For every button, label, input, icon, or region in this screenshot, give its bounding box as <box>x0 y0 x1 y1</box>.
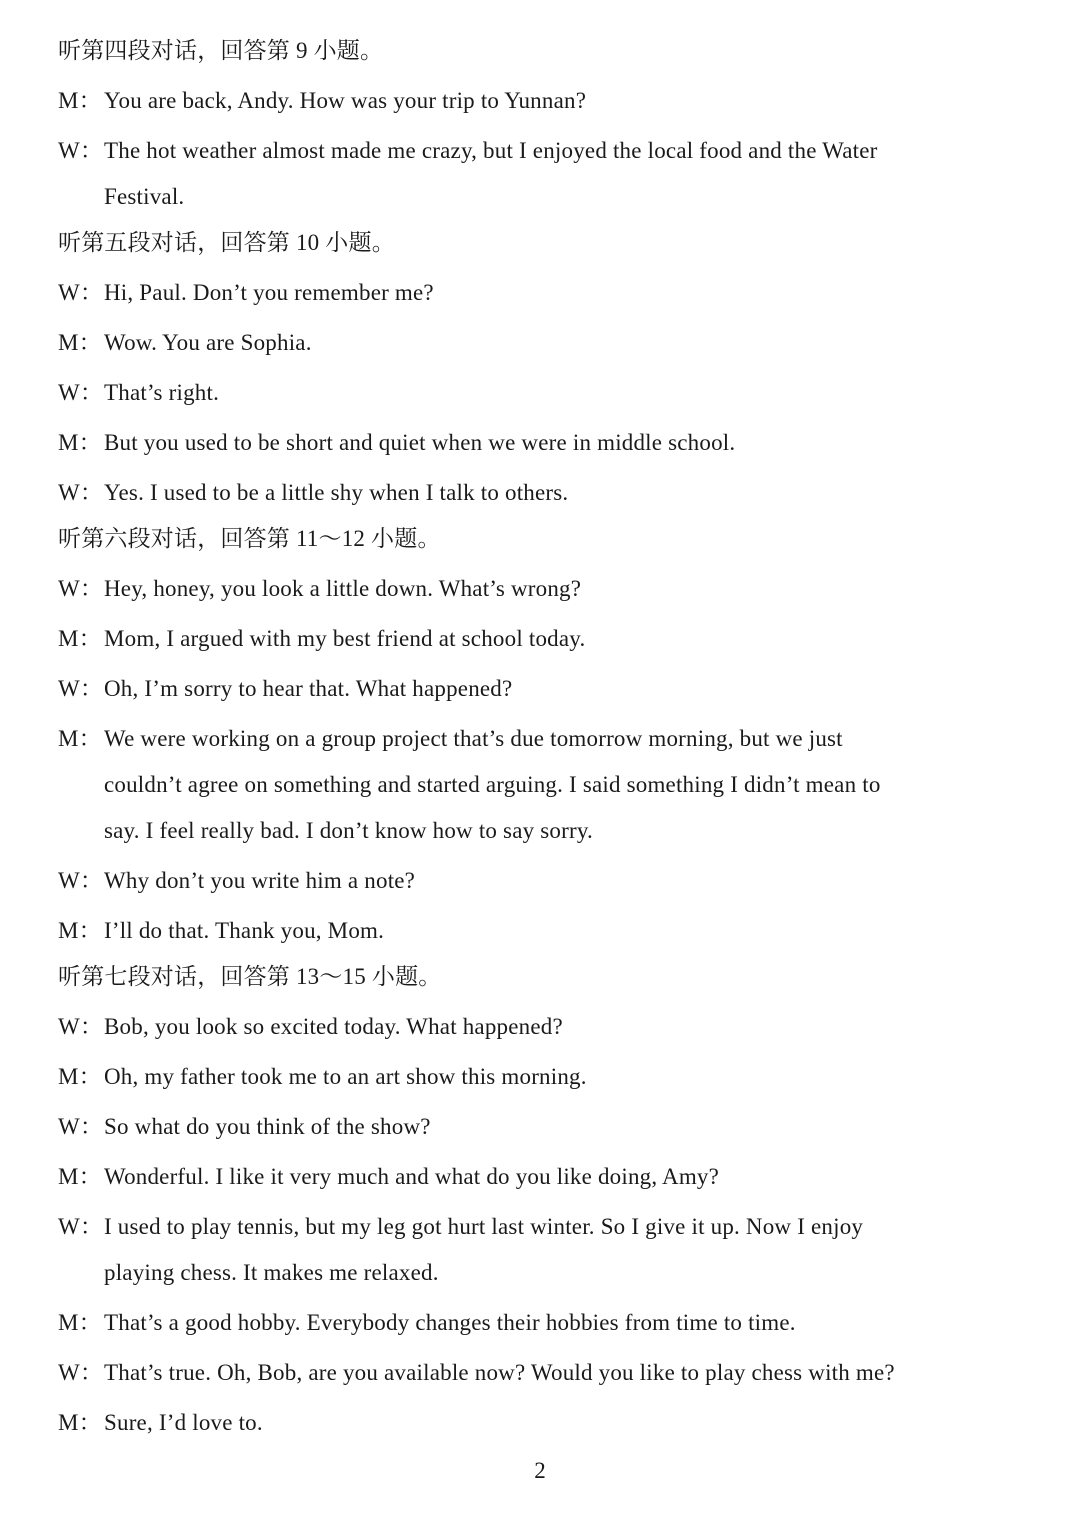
dialogue-text: Oh, my father took me to an art show this morning. <box>104 1064 587 1089</box>
dialogue-line <box>58 1300 1014 1346</box>
section-6 <box>58 516 1014 954</box>
dialogue-line <box>58 1004 1014 1050</box>
dialogue-line <box>58 128 1014 220</box>
section-heading: 听第五段对话，回答第 10 小题。 <box>58 230 395 255</box>
section-5 <box>58 220 1014 516</box>
dialogue-text: I’ll do that. Thank you, Mom. <box>104 918 385 943</box>
dialogue-text: That’s true. Oh, Bob, are you available now? Would you like to play chess with me? <box>104 1360 895 1385</box>
dialogue-line <box>58 1204 1014 1296</box>
speaker-label: W： <box>58 280 104 305</box>
dialogue-text: Oh, I’m sorry to hear that. What happened? <box>104 676 513 701</box>
dialogue-text: Mom, I argued with my best friend at school today. <box>104 626 586 651</box>
dialogue-line <box>58 270 1014 316</box>
section-heading: 听第四段对话，回答第 9 小题。 <box>58 38 384 63</box>
speaker-label: W： <box>58 138 104 163</box>
section-7 <box>58 954 1014 1446</box>
dialogue-text: I used to play tennis, but my leg got hurt last winter. So I give it up. Now I enjoy <box>104 1214 864 1239</box>
speaker-label: M： <box>58 726 102 751</box>
dialogue-text: You are back, Andy. How was your trip to Yunnan? <box>104 88 587 113</box>
speaker-label: W： <box>58 1114 104 1139</box>
dialogue-text: Wonderful. I like it very much and what do you like doing, Amy? <box>104 1164 720 1189</box>
speaker-label: W： <box>58 576 104 601</box>
speaker-label: W： <box>58 1360 104 1385</box>
section-heading: 听第六段对话，回答第 11～12 小题。 <box>58 526 441 551</box>
dialogue-text-continued: Festival. <box>104 184 185 209</box>
dialogue-text-continued: couldn’t agree on something and started arguing. I said something I didn’t mean to <box>104 772 881 797</box>
transcript-page <box>58 28 1014 1446</box>
dialogue-line <box>58 616 1014 662</box>
dialogue-line <box>58 566 1014 612</box>
dialogue-text: Hi, Paul. Don’t you remember me? <box>104 280 434 305</box>
speaker-label: M： <box>58 1310 102 1335</box>
dialogue-line <box>58 1054 1014 1100</box>
dialogue-text: We were working on a group project that’s due tomorrow morning, but we just <box>104 726 843 751</box>
dialogue-text: Bob, you look so excited today. What happened? <box>104 1014 563 1039</box>
dialogue-text: The hot weather almost made me crazy, but I enjoyed the local food and the Water <box>104 138 878 163</box>
dialogue-text: Wow. You are Sophia. <box>104 330 312 355</box>
speaker-label: M： <box>58 88 102 113</box>
dialogue-line <box>58 716 1014 854</box>
dialogue-line <box>58 1350 1014 1396</box>
dialogue-line <box>58 666 1014 712</box>
speaker-label: M： <box>58 330 102 355</box>
speaker-label: M： <box>58 1164 102 1189</box>
dialogue-text: Yes. I used to be a little shy when I talk to others. <box>104 480 569 505</box>
dialogue-text: That’s a good hobby. Everybody changes their hobbies from time to time. <box>104 1310 796 1335</box>
dialogue-line <box>58 78 1014 124</box>
speaker-label: M： <box>58 1064 102 1089</box>
speaker-label: M： <box>58 626 102 651</box>
speaker-label: W： <box>58 868 104 893</box>
dialogue-line <box>58 858 1014 904</box>
dialogue-text: That’s right. <box>104 380 220 405</box>
dialogue-text: Sure, I’d love to. <box>104 1410 263 1435</box>
dialogue-text-continued: say. I feel really bad. I don’t know how to say sorry. <box>104 818 593 843</box>
dialogue-text: So what do you think of the show? <box>104 1114 431 1139</box>
page-number: 2 <box>534 1458 546 1483</box>
speaker-label: W： <box>58 380 104 405</box>
dialogue-line <box>58 470 1014 516</box>
speaker-label: W： <box>58 1214 104 1239</box>
dialogue-text-continued: playing chess. It makes me relaxed. <box>104 1260 439 1285</box>
dialogue-text: Why don’t you write him a note? <box>104 868 416 893</box>
dialogue-text: Hey, honey, you look a little down. What’s wrong? <box>104 576 582 601</box>
dialogue-line <box>58 370 1014 416</box>
speaker-label: W： <box>58 1014 104 1039</box>
speaker-label: W： <box>58 480 104 505</box>
speaker-label: M： <box>58 430 102 455</box>
speaker-label: M： <box>58 1410 102 1435</box>
dialogue-line <box>58 1154 1014 1200</box>
dialogue-text: But you used to be short and quiet when we were in middle school. <box>104 430 736 455</box>
section-4 <box>58 28 1014 220</box>
section-heading: 听第七段对话，回答第 13～15 小题。 <box>58 964 442 989</box>
dialogue-line <box>58 908 1014 954</box>
speaker-label: M： <box>58 918 102 943</box>
dialogue-line <box>58 420 1014 466</box>
speaker-label: W： <box>58 676 104 701</box>
dialogue-line <box>58 320 1014 366</box>
dialogue-line <box>58 1104 1014 1150</box>
dialogue-line <box>58 1400 1014 1446</box>
